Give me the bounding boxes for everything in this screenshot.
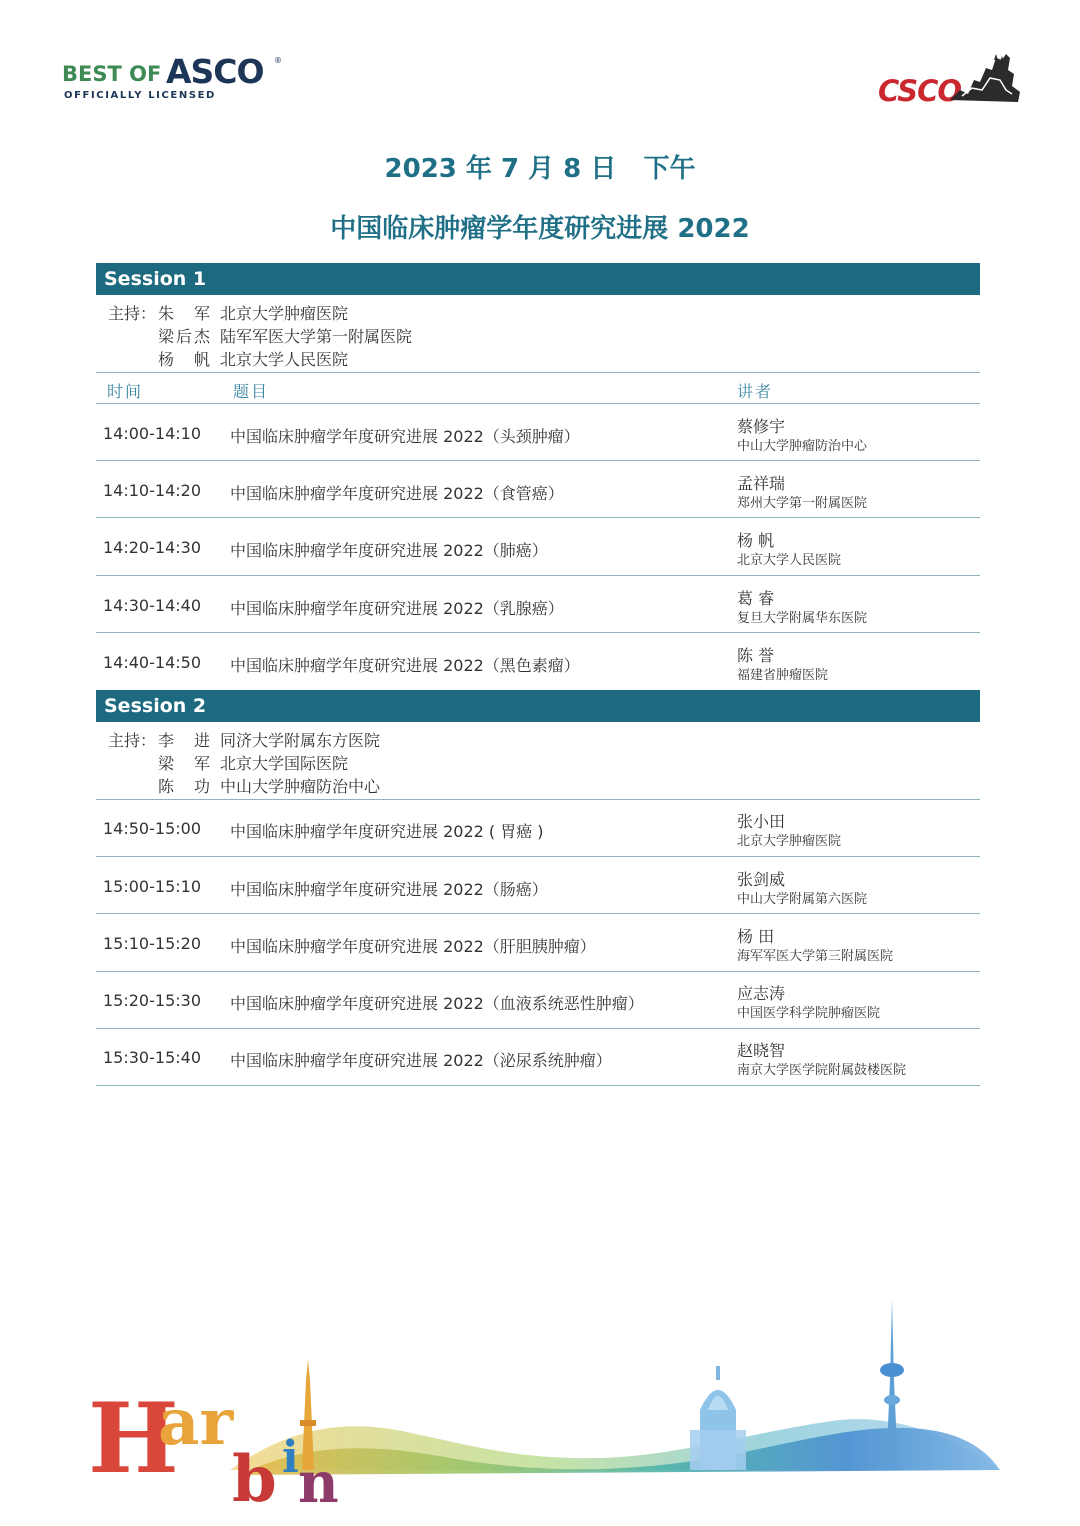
divider — [96, 575, 980, 576]
host-institution: 同济大学附属东方医院 — [220, 731, 381, 750]
divider — [96, 1085, 980, 1086]
talk-time: 14:10-14:20 — [103, 481, 201, 500]
divider — [96, 403, 980, 404]
talk-time: 15:10-15:20 — [103, 934, 201, 953]
talk-time: 14:50-15:00 — [103, 819, 201, 838]
speaker-name: 葛 睿 — [737, 589, 775, 608]
speaker-name: 杨 帆 — [737, 531, 775, 550]
host-institution: 中山大学肿瘤防治中心 — [220, 777, 381, 796]
speaker-institution: 中山大学附属第六医院 — [737, 892, 868, 907]
talk-time: 15:30-15:40 — [103, 1048, 201, 1067]
talk-time: 14:40-14:50 — [103, 653, 201, 672]
harbin-letter-b: b — [232, 1442, 277, 1517]
speaker-institution: 南京大学医学院附属鼓楼医院 — [737, 1063, 907, 1078]
divider — [96, 913, 980, 914]
divider — [96, 517, 980, 518]
talk-topic: 中国临床肿瘤学年度研究进展 2022（肺癌） — [230, 541, 548, 560]
page-title: 中国临床肿瘤学年度研究进展 2022 — [330, 214, 750, 244]
talk-topic: 中国临床肿瘤学年度研究进展 2022（肠癌） — [230, 880, 548, 899]
divider — [96, 632, 980, 633]
talk-time: 14:00-14:10 — [103, 424, 201, 443]
asco-logo-subtitle: OFFICIALLY LICENSED — [64, 90, 216, 101]
harbin-letter-n: n — [298, 1450, 339, 1516]
harbin-letter-h: H — [88, 1382, 179, 1495]
csco-logo-text: CSCO — [878, 74, 962, 108]
talk-topic: 中国临床肿瘤学年度研究进展 2022（肝胆胰肿瘤） — [230, 937, 596, 956]
host-name: 李 进 — [158, 731, 210, 750]
host-name: 梁后杰 — [158, 327, 210, 346]
host-name: 朱 军 — [158, 304, 210, 323]
host-name: 梁 军 — [158, 754, 210, 773]
session-1-header: Session 1 — [96, 263, 980, 295]
speaker-institution: 复旦大学附属华东医院 — [737, 611, 868, 626]
speaker-institution: 中山大学肿瘤防治中心 — [737, 439, 868, 454]
divider — [96, 971, 980, 972]
harbin-skyline-decoration — [0, 1270, 1080, 1526]
harbin-letters-ar: ar — [158, 1385, 234, 1460]
column-header-topic: 题目 — [233, 382, 270, 401]
speaker-name: 张小田 — [737, 812, 786, 831]
speaker-institution: 北京大学肿瘤医院 — [737, 834, 842, 849]
speaker-name: 陈 誉 — [737, 646, 775, 665]
csco-logo — [876, 50, 1026, 110]
harbin-letter-i: i — [282, 1432, 299, 1483]
talk-time: 15:00-15:10 — [103, 877, 201, 896]
speaker-name: 张剑威 — [737, 870, 786, 889]
speaker-institution: 郑州大学第一附属医院 — [737, 496, 868, 511]
speaker-name: 蔡修宇 — [737, 417, 786, 436]
divider — [96, 460, 980, 461]
speaker-institution: 北京大学人民医院 — [737, 553, 842, 568]
talk-time: 14:20-14:30 — [103, 538, 201, 557]
talk-topic: 中国临床肿瘤学年度研究进展 2022 ( 胃癌 ) — [230, 822, 544, 841]
host-institution: 陆军军医大学第一附属医院 — [220, 327, 413, 346]
column-header-time: 时间 — [107, 382, 144, 401]
talk-topic: 中国临床肿瘤学年度研究进展 2022（食管癌） — [230, 484, 564, 503]
talk-topic: 中国临床肿瘤学年度研究进展 2022（乳腺癌） — [230, 599, 564, 618]
speaker-name: 孟祥瑞 — [737, 474, 786, 493]
talk-topic: 中国临床肿瘤学年度研究进展 2022（黑色素瘤） — [230, 656, 580, 675]
talk-time: 15:20-15:30 — [103, 991, 201, 1010]
divider — [96, 1028, 980, 1029]
column-header-speaker: 讲者 — [737, 382, 774, 401]
host-institution: 北京大学肿瘤医院 — [220, 304, 349, 323]
host-label: 主持： — [108, 731, 157, 750]
divider — [96, 856, 980, 857]
host-name: 陈 功 — [158, 777, 210, 796]
host-label: 主持： — [108, 304, 157, 323]
event-date: 2023 年 7 月 8 日 下午 — [384, 154, 696, 184]
talk-topic: 中国临床肿瘤学年度研究进展 2022（泌尿系统肿瘤） — [230, 1051, 612, 1070]
great-wall-icon — [946, 50, 1024, 106]
speaker-institution: 福建省肿瘤医院 — [737, 668, 829, 683]
talk-topic: 中国临床肿瘤学年度研究进展 2022（血液系统恶性肿瘤） — [230, 994, 644, 1013]
asco-logo-main: ASCO — [166, 52, 264, 91]
best-of-asco-logo — [62, 52, 302, 104]
talk-topic: 中国临床肿瘤学年度研究进展 2022（头颈肿瘤） — [230, 427, 580, 446]
talk-time: 14:30-14:40 — [103, 596, 201, 615]
speaker-name: 应志涛 — [737, 984, 786, 1003]
speaker-institution: 海军军医大学第三附属医院 — [737, 949, 894, 964]
speaker-name: 杨 田 — [737, 927, 775, 946]
speaker-institution: 中国医学科学院肿瘤医院 — [737, 1006, 881, 1021]
divider — [96, 372, 980, 373]
host-name: 杨 帆 — [158, 350, 210, 369]
asco-logo-prefix: BEST OF — [62, 62, 162, 86]
host-institution: 北京大学国际医院 — [220, 754, 349, 773]
speaker-name: 赵晓智 — [737, 1041, 786, 1060]
divider — [96, 799, 980, 800]
asco-logo-registered: ® — [274, 56, 282, 65]
host-institution: 北京大学人民医院 — [220, 350, 349, 369]
session-2-header: Session 2 — [96, 690, 980, 722]
